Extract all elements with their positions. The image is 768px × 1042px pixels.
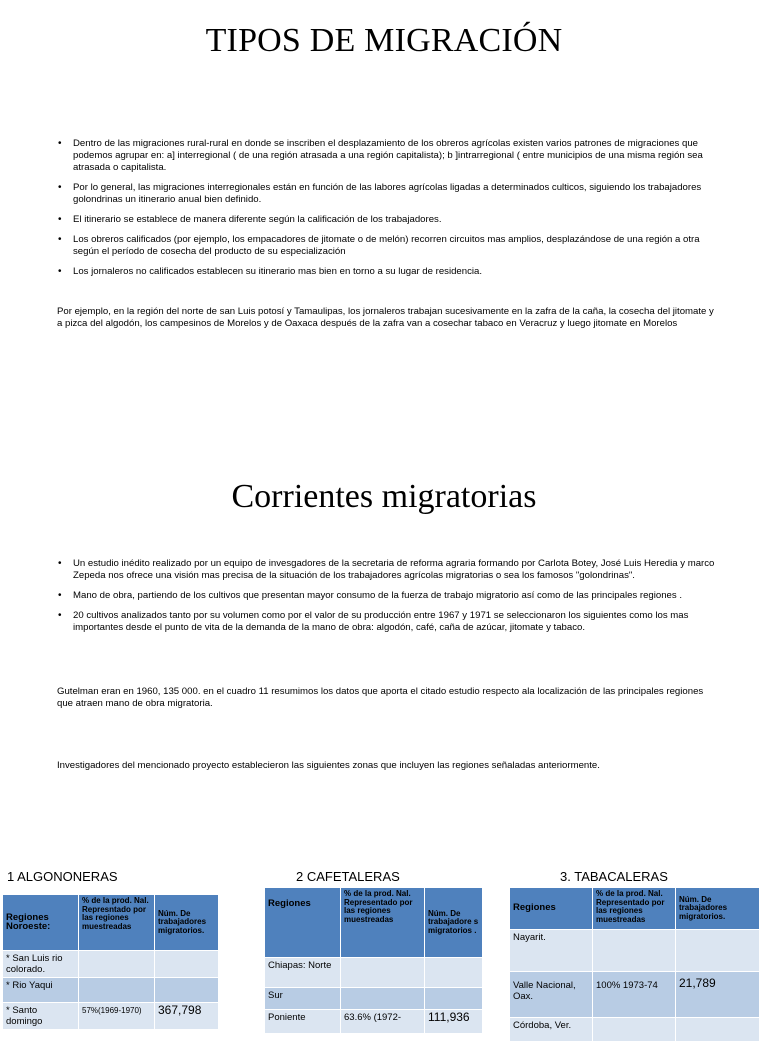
table-cell <box>341 958 425 988</box>
header-cell: Regiones Noroeste: <box>3 895 79 951</box>
header-cell: Regiones <box>510 888 593 930</box>
table-cell <box>676 930 760 972</box>
table-cell: Córdoba, Ver. <box>510 1018 593 1042</box>
table-cell: 100% 1973-74 <box>593 972 676 1018</box>
table-row <box>265 988 483 1010</box>
table-cell <box>425 988 483 1010</box>
table-row <box>3 1003 219 1030</box>
table-heading-tabacaleras: 3. TABACALERAS <box>560 869 668 884</box>
investigadores-paragraph: Investigadores del mencionado proyecto establecieron las siguientes zonas que incluyen las regiones señaladas anteriormente. <box>57 760 600 771</box>
table-cell: * San Luis rio colorado. <box>3 951 79 978</box>
table-cell <box>341 988 425 1010</box>
bullet-item: • 20 cultivos analizados tanto por su volumen como por el valor de su producción entre 1967 y 1971 se seleccionaron los siguientes como los mas importantes desde el punto de vita de la demanda de la mano de obra: algodón, café, caña de azúcar, jitomate y tabaco. <box>56 610 716 634</box>
table-heading-algodoneras: 1 ALGONONERAS <box>7 869 118 884</box>
table-row <box>510 972 760 1018</box>
table-cell: * Rio Yaqui <box>3 978 79 1003</box>
header-cell: Núm. De trabajadore s migratorios . <box>425 888 483 958</box>
table-cell: 21,789 <box>676 972 760 1018</box>
table-cell: * Santo domingo <box>3 1003 79 1030</box>
bullet-item: • Dentro de las migraciones rural-rural en donde se inscriben el desplazamiento de los obreros agrícolas existen varios patrones de migraciones que podemos agrupar en: a] interregional ( de una región atrasada a una región capitalista); b ]intrarregional ( entre municipios de una misma región sea atrasada o capitalista. <box>56 138 716 174</box>
table-row <box>3 978 219 1003</box>
table-header-row <box>3 895 219 951</box>
table-cell <box>425 958 483 988</box>
table-cell <box>593 930 676 972</box>
table-tabacaleras <box>509 887 760 1042</box>
table-cell <box>79 951 155 978</box>
table-cell <box>155 978 219 1003</box>
table-cell: Sur <box>265 988 341 1010</box>
bullet-list-tipos <box>56 138 716 286</box>
header-cell: % de la prod. Nal. Representado por las regiones muestreadas <box>341 888 425 958</box>
table-algodoneras <box>2 894 219 1030</box>
table-cafetaleras <box>264 887 483 1034</box>
bullet-item: • El itinerario se establece de manera diferente según la calificación de los trabajadores. <box>56 214 716 226</box>
section-title-tipos-de-migracion: TIPOS DE MIGRACIÓN <box>205 22 563 59</box>
table-row <box>510 930 760 972</box>
header-cell: Núm. De trabajadores migratorios. <box>155 895 219 951</box>
header-cell: Regiones <box>265 888 341 958</box>
table-cell: 57%(1969-1970) <box>79 1003 155 1030</box>
table-cell: 111,936 <box>425 1010 483 1034</box>
table-cell <box>676 1018 760 1042</box>
table-header-row <box>510 888 760 930</box>
example-paragraph: Por ejemplo, en la región del norte de san Luis potosí y Tamaulipas, los jornaleros trabajan sucesivamente en la zafra de la caña, la cosecha del jitomate y a pizca del algodón, los campesinos de Morelos y de Oaxaca después de la zafra van a cosechar tabaco en Veracruz y luego jitomate en Morelos <box>57 306 714 329</box>
table-cell <box>155 951 219 978</box>
table-cell: Nayarit. <box>510 930 593 972</box>
table-cell: Chiapas: Norte <box>265 958 341 988</box>
section-title-corrientes-migratorias: Corrientes migratorias <box>231 478 537 515</box>
table-cell: 63.6% (1972- <box>341 1010 425 1034</box>
header-cell: % de la prod. Nal. Represntado por las regiones muestreadas <box>79 895 155 951</box>
header-cell: Núm. De trabajadores migratorios. <box>676 888 760 930</box>
table-row <box>265 1010 483 1034</box>
bullet-item: • Mano de obra, partiendo de los cultivos que presentan mayor consumo de la fuerza de trabajo migratorio así como de las principales regiones . <box>56 590 716 602</box>
table-row <box>3 951 219 978</box>
bullet-list-corrientes <box>56 558 716 642</box>
table-row <box>265 958 483 988</box>
table-cell: Valle Nacional, Oax. <box>510 972 593 1018</box>
bullet-item: • Por lo general, las migraciones interregionales están en función de las labores agrícolas ligadas a determinados culticos, siguiendo los trabajadores golondrinas un itinerario anual bien definido. <box>56 182 716 206</box>
table-cell <box>79 978 155 1003</box>
gutelman-paragraph: Gutelman eran en 1960, 135 000. en el cuadro 11 resumimos los datos que aporta el citado estudio respecto ala localización de las principales regiones que atraen mano de obra migratoria. <box>57 686 704 709</box>
header-cell: % de la prod. Nal. Representado por las regiones muestreadas <box>593 888 676 930</box>
table-row <box>510 1018 760 1042</box>
table-cell: Poniente <box>265 1010 341 1034</box>
bullet-item: • Un estudio inédito realizado por un equipo de invesgadores de la secretaria de reforma agraria formando por Carlota Botey, José Luis Heredia y marco Zepeda nos ofrece una visión mas precisa de la situación de los trabajadores agrícolas migratorias o sea los famosos "golondrinas". <box>56 558 716 582</box>
bullet-item: • Los jornaleros no calificados establecen su itinerario mas bien en torno a su lugar de residencia. <box>56 266 716 278</box>
table-cell: 367,798 <box>155 1003 219 1030</box>
table-header-row <box>265 888 483 958</box>
bullet-item: • Los obreros calificados (por ejemplo, los empacadores de jitomate o de melón) recorren circuitos mas amplios, desplazándose de una región a otra según el período de cosecha del producto de su especialización <box>56 234 716 258</box>
table-heading-cafetaleras: 2 CAFETALERAS <box>296 869 400 884</box>
table-cell <box>593 1018 676 1042</box>
